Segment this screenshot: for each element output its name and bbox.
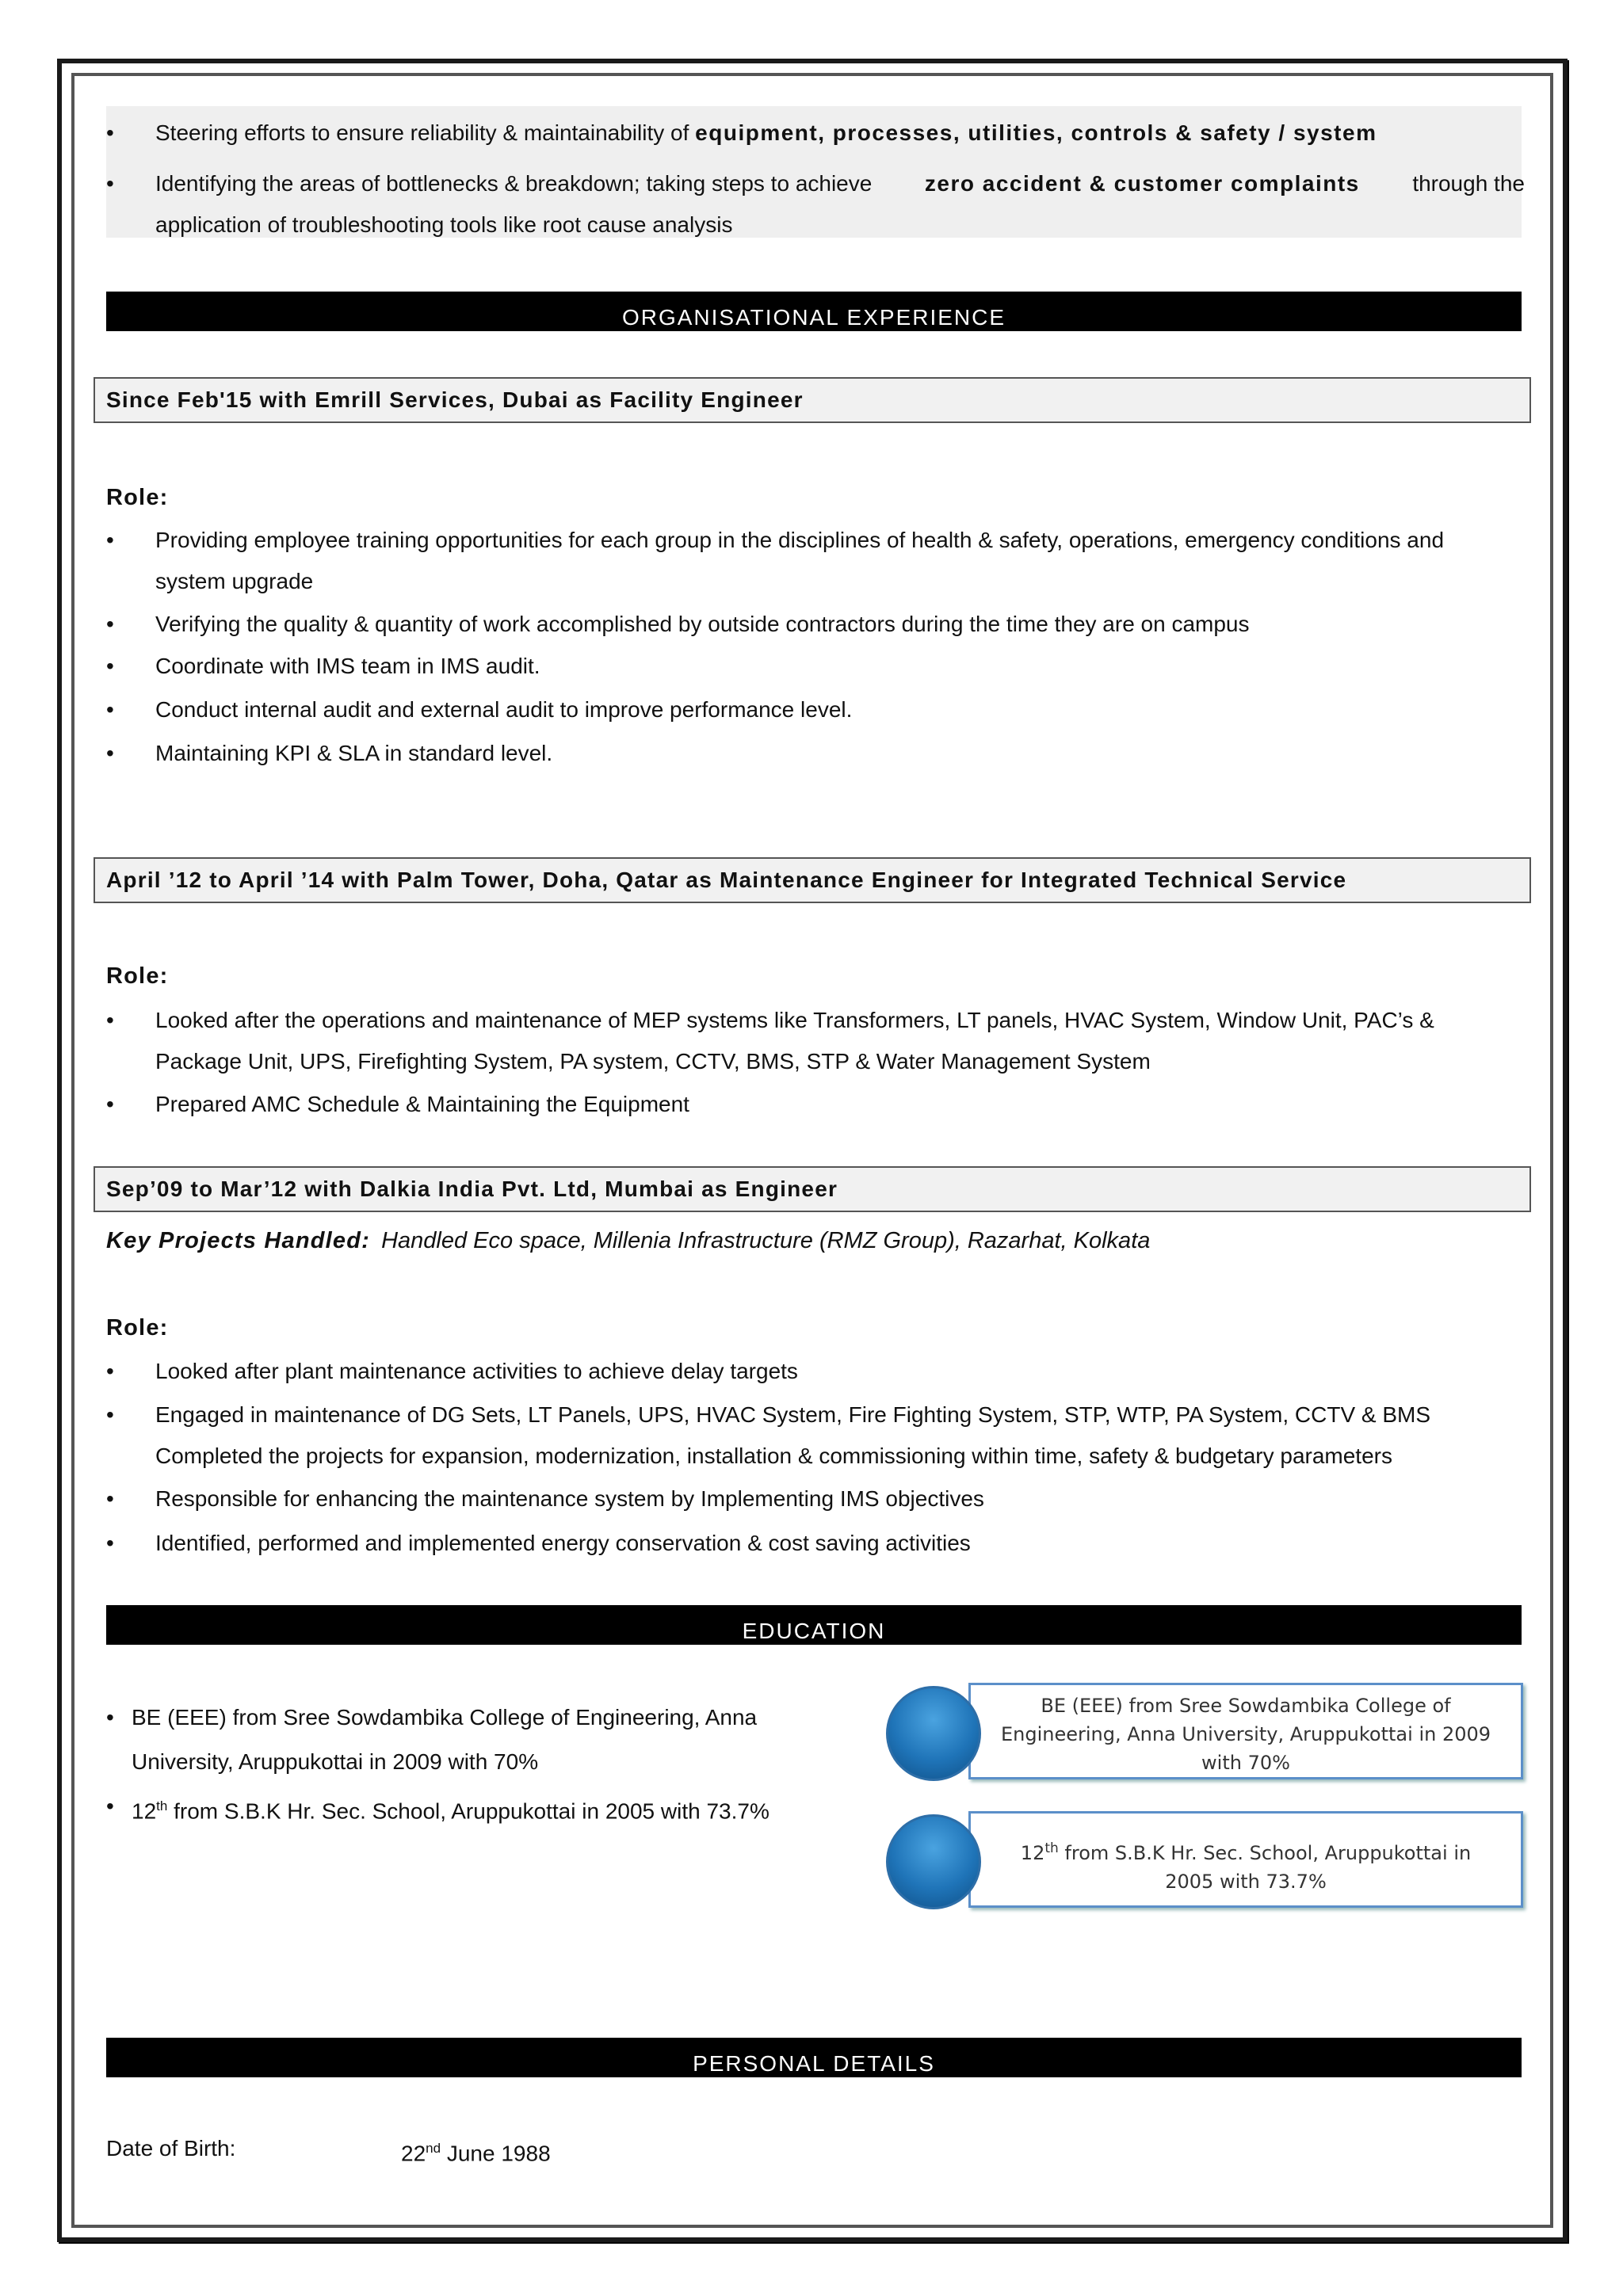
education-list [106,1695,769,1833]
bullet-text-line2: application of troubleshooting tools like root cause analysis [155,212,733,237]
circle-icon [886,1686,981,1781]
section-header-education: EDUCATION [106,1605,1522,1645]
bullet-text: Providing employee training opportunities for each group in the disciplines of health & safety, operations, emergency conditions and [155,528,1445,552]
card-text: 12 [1020,1842,1045,1864]
section-header-personal: PERSONAL DETAILS [106,2038,1522,2077]
key-projects-label: Key Projects Handled: [106,1228,371,1253]
bullet-text: Conduct internal audit and external audit to improve performance level. [155,697,853,722]
education-card [968,1811,1523,1908]
job-title: April ’12 to April ’14 with Palm Tower, Doha, Qatar as Maintenance Engineer for Integrated Technical Service [94,857,1531,903]
bullet-text: Coordinate with IMS team in IMS audit. [155,654,540,678]
bullet-text: Looked after the operations and maintenance of MEP systems like Transformers, LT panels, HVAC System, Window Unit, PAC’s & [155,1008,1434,1032]
list-item [106,1784,769,1833]
key-projects-text: Handled Eco space, Millenia Infrastructure (RMZ Group), Razarhat, Kolkata [381,1228,1151,1253]
bullet-text: through the [1412,171,1525,196]
education-text-line2: University, Aruppukottai in 2009 with 70% [132,1749,539,1774]
bullet-text: Prepared AMC Schedule & Maintaining the Equipment [155,1092,689,1116]
bullet-text: Identifying the areas of bottlenecks & breakdown; taking steps to achieve [155,171,873,196]
education-text: BE (EEE) from Sree Sowdambika College of Engineering, Anna [132,1705,758,1730]
job-title: Since Feb'15 with Emrill Services, Dubai as Facility Engineer [94,377,1531,423]
dob-rest: June 1988 [441,2141,551,2166]
bullet-text: Engaged in maintenance of DG Sets, LT Panels, UPS, HVAC System, Fire Fighting System, STP, WTP, PA System, CCTV & BMS [155,1402,1431,1427]
role-label: Role: [106,485,169,510]
dob-value [401,2131,551,2171]
education-text: 12 [132,1798,157,1824]
card-text: from S.B.K Hr. Sec. School, Aruppukottai in 2005 with 73.7% [1058,1842,1472,1893]
superscript: nd [426,2141,441,2156]
education-card [968,1683,1523,1779]
education-card-text [971,1814,1521,1896]
bullet-text-line2: system upgrade [155,569,314,593]
bullet-text: Identified, performed and implemented energy conservation & cost saving activities [155,1531,971,1555]
bullet-glyph: • [106,1705,114,1730]
education-card-text: BE (EEE) from Sree Sowdambika College of Engineering, Anna University, Aruppukottai in 2009 with 70% [1000,1695,1491,1774]
bullet-text: Steering efforts to ensure reliability & maintainability of [155,120,696,145]
bullet-text: Looked after plant maintenance activities to achieve delay targets [155,1359,798,1383]
bullet-text: Verifying the quality & quantity of work accomplished by outside contractors during the time they are on campus [155,612,1250,636]
list-item [106,1695,769,1784]
bullet-text: Maintaining KPI & SLA in standard level. [155,741,553,765]
job-title: Sep’09 to Mar’12 with Dalkia India Pvt. Ltd, Mumbai as Engineer [94,1166,1531,1212]
bullet-bold-text: zero accident & customer complaints [924,171,1360,196]
bullet-text-line2: Completed the projects for expansion, modernization, installation & commissioning within time, safety & budgetary parameters [155,1444,1392,1468]
bullet-text: Responsible for enhancing the maintenance system by Implementing IMS objectives [155,1486,984,1511]
dob-day: 22 [401,2141,426,2166]
superscript: th [156,1798,168,1814]
education-text: from S.B.K Hr. Sec. School, Aruppukottai in 2005 with 73.7% [167,1798,769,1824]
section-header-experience: ORGANISATIONAL EXPERIENCE [106,292,1522,331]
superscript: th [1044,1840,1059,1856]
role-label: Role: [106,963,169,989]
bullet-bold-text: equipment, processes, utilities, controls & safety / system [695,120,1377,145]
circle-icon [886,1814,981,1909]
role-label: Role: [106,1315,169,1341]
bullet-glyph: • [106,1794,114,1818]
bullet-text-line2: Package Unit, UPS, Firefighting System, PA system, CCTV, BMS, STP & Water Management System [155,1049,1151,1074]
dob-label: Date of Birth: [106,2136,236,2161]
key-projects [106,1225,1150,1257]
